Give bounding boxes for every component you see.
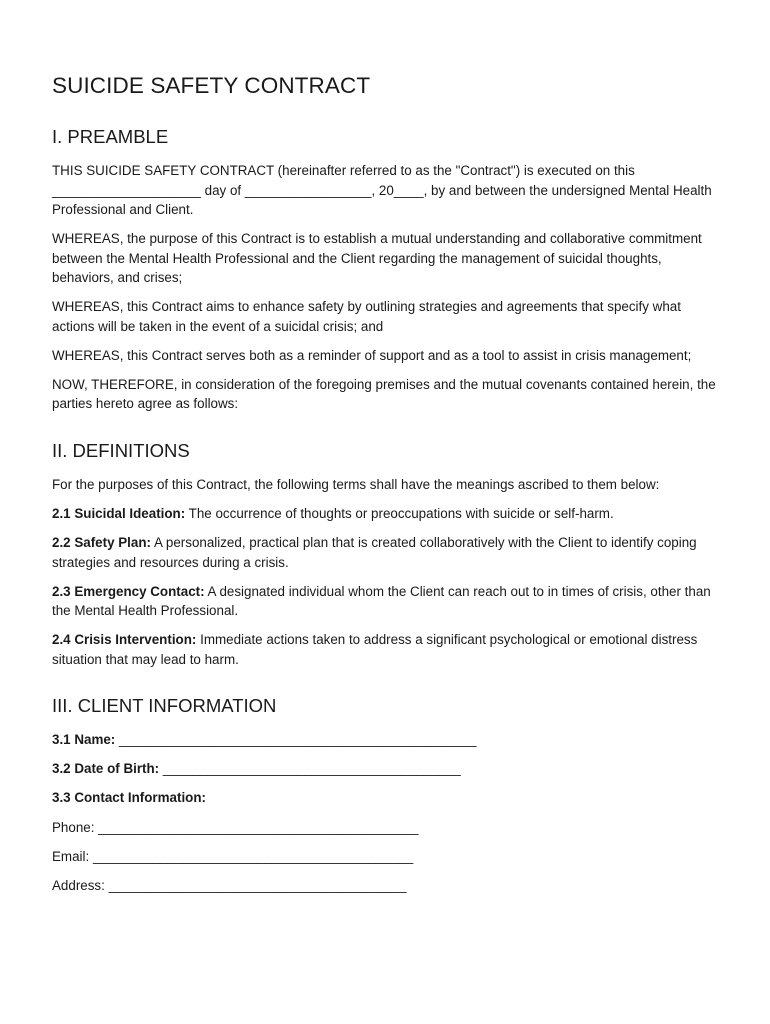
client-name-label: 3.1 Name: [52,732,116,748]
preamble-paragraph: WHEREAS, this Contract serves both as a reminder of support and as a tool to assist in crisis management; [52,347,692,363]
client-name-blank[interactable]: ________________________________________________ [115,732,477,748]
definition-term: 2.1 Suicidal Ideation: [52,505,186,521]
client-information-section [52,694,718,895]
phone-label: Phone: [52,819,95,835]
preamble-paragraph: WHEREAS, this Contract aims to enhance safety by outlining strategies and agreements that specify what actions will be taken in the event of a suicidal crisis; and [52,299,681,334]
definition-item [52,582,718,621]
address-label: Address: [52,877,105,893]
definition-text: A designated individual whom the Client can reach out to in times of crisis, other than the Mental Health Professional. [52,583,711,619]
document-title: SUICIDE SAFETY CONTRACT [52,73,371,98]
email-field[interactable] [52,847,718,867]
preamble-section [52,125,718,414]
preamble-paragraph: WHEREAS, the purpose of this Contract is to establish a mutual understanding and collaborative commitment between the Mental Health Professional and the Client regarding the management of suicidal thoughts, behaviors, and crises; [52,231,702,286]
contact-information-label: 3.3 Contact Information: [52,790,206,806]
definition-item [52,533,718,572]
address-field[interactable] [52,876,718,896]
definition-text: A personalized, practical plan that is created collaboratively with the Client to identify coping strategies and resources during a crisis. [52,535,697,570]
definition-term: 2.4 Crisis Intervention: [52,632,197,648]
definition-term: 2.3 Emergency Contact: [52,583,205,599]
definitions-heading: II. DEFINITIONS [52,439,190,461]
email-blank[interactable]: ___________________________________________ [89,848,414,864]
definition-item [52,504,718,524]
client-dob-blank[interactable]: ________________________________________ [159,761,461,777]
client-name-field[interactable] [52,730,718,750]
phone-field[interactable] [52,818,718,838]
phone-blank[interactable]: ___________________________________________ [94,819,419,835]
client-information-heading: III. CLIENT INFORMATION [52,695,277,717]
preamble-paragraph: THIS SUICIDE SAFETY CONTRACT (hereinafter referred to as the "Contract") is executed on this ____________________ day of _________________, 20____, by and between the undersigned Mental Health Professional and Client. [52,163,712,217]
address-blank[interactable]: ________________________________________ [104,877,407,893]
client-dob-label: 3.2 Date of Birth: [52,761,160,777]
email-label: Email: [52,848,90,864]
definitions-intro: For the purposes of this Contract, the following terms shall have the meanings ascribed to them below: [52,476,660,492]
preamble-paragraph: NOW, THEREFORE, in consideration of the foregoing premises and the mutual covenants contained herein, the parties hereto agree as follows: [52,376,716,412]
client-dob-field[interactable] [52,759,718,779]
definition-text: The occurrence of thoughts or preoccupations with suicide or self-harm. [185,505,614,521]
definition-term: 2.2 Safety Plan: [52,535,151,551]
contact-information-label-line [52,788,718,808]
definition-text: Immediate actions taken to address a significant psychological or emotional distress situation that may lead to harm. [52,632,698,667]
preamble-heading: I. PREAMBLE [52,126,169,147]
definitions-section [52,439,718,669]
definition-item [52,630,718,669]
